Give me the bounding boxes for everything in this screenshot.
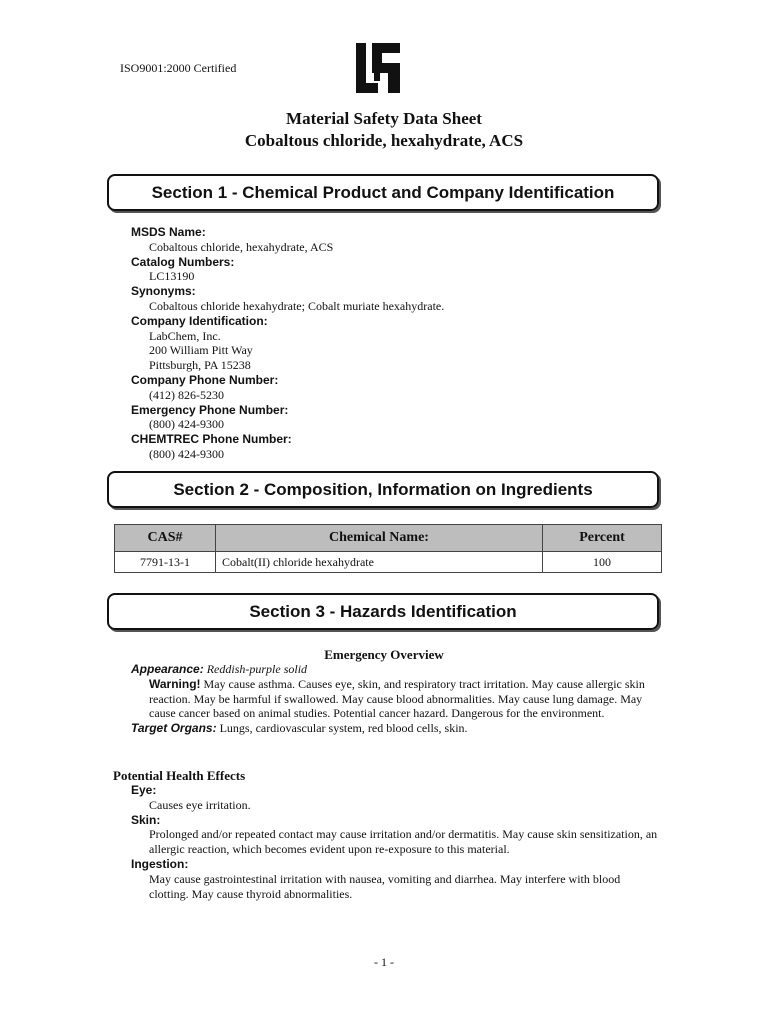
field-value: Cobaltous chloride hexahydrate; Cobalt muriate hexahydrate. <box>149 298 445 313</box>
health-text: Causes eye irritation. <box>149 797 251 812</box>
page-number: - 1 - <box>374 955 394 969</box>
field-value: 200 William Pitt Way <box>149 343 253 358</box>
document-title: Material Safety Data Sheet <box>286 109 482 128</box>
warning-label: Warning! <box>149 676 201 691</box>
field-value: Cobaltous chloride, hexahydrate, ACS <box>149 239 334 254</box>
field-label: Catalog Numbers: <box>131 254 235 269</box>
field-label: Synonyms: <box>131 284 196 299</box>
table-row <box>115 552 662 573</box>
section-3-heading: Section 3 - Hazards Identification <box>107 593 659 630</box>
health-label: Skin: <box>131 812 161 827</box>
field-value: (800) 424-9300 <box>149 446 224 461</box>
warning-paragraph <box>131 677 651 721</box>
section-1-heading: Section 1 - Chemical Product and Company Identification <box>107 174 659 211</box>
target-organs-label: Target Organs: <box>131 721 217 736</box>
column-header: Chemical Name: <box>216 525 543 552</box>
composition-table <box>114 524 662 573</box>
table-cell: 7791-13-1 <box>115 552 216 573</box>
table-header-row <box>115 525 662 552</box>
health-effects <box>131 783 661 901</box>
certification-text: ISO9001:2000 Certified <box>120 61 237 75</box>
section-2-heading: Section 2 - Composition, Information on Ingredients <box>107 471 659 508</box>
field-value: LabChem, Inc. <box>149 328 221 343</box>
labchem-logo-icon <box>352 43 402 93</box>
appearance-line <box>131 662 651 677</box>
emergency-overview <box>131 662 651 736</box>
health-text: Prolonged and/or repeated contact may cause irritation and/or dermatitis. May cause skin sensitization, an allergic reaction, which becomes evident upon re-exposure to this material. <box>149 827 658 857</box>
field-value: (412) 826-5230 <box>149 387 224 402</box>
table-cell: 100 <box>543 552 662 573</box>
field-label: MSDS Name: <box>131 225 206 239</box>
field-value: LC13190 <box>149 269 195 284</box>
field-value: Pittsburgh, PA 15238 <box>149 358 251 373</box>
field-label: Company Identification: <box>131 313 268 328</box>
health-label: Eye: <box>131 783 157 797</box>
section-1-body <box>131 225 444 462</box>
health-effects-heading: Potential Health Effects <box>113 768 246 783</box>
appearance-label: Appearance: <box>131 662 204 676</box>
field-label: Company Phone Number: <box>131 372 279 387</box>
field-label: Emergency Phone Number: <box>131 402 289 417</box>
emergency-overview-heading: Emergency Overview <box>324 647 444 662</box>
field-label: CHEMTREC Phone Number: <box>131 432 292 447</box>
table-cell: Cobalt(II) chloride hexahydrate <box>216 552 543 573</box>
warning-text: May cause asthma. Causes eye, skin, and respiratory tract irritation. May cause allergic skin reaction. May be harmful if swallowed. May cause blood abnormalities. May cause lung damage. May cause cancer based on animal studies. Potential cancer hazard. Dangerous for the environment. <box>149 676 645 721</box>
health-label: Ingestion: <box>131 856 189 871</box>
field-value: (800) 424-9300 <box>149 417 224 432</box>
appearance-value: Reddish-purple solid <box>206 662 308 676</box>
health-text: May cause gastrointestinal irritation with nausea, vomiting and diarrhea. May interfere with blood clotting. May cause thyroid abnormalities. <box>149 871 621 901</box>
target-organs-line <box>131 721 651 736</box>
column-header: Percent <box>543 525 662 552</box>
target-organs-value: Lungs, cardiovascular system, red blood cells, skin. <box>219 721 468 736</box>
product-title: Cobaltous chloride, hexahydrate, ACS <box>244 131 524 150</box>
column-header: CAS# <box>115 525 216 552</box>
